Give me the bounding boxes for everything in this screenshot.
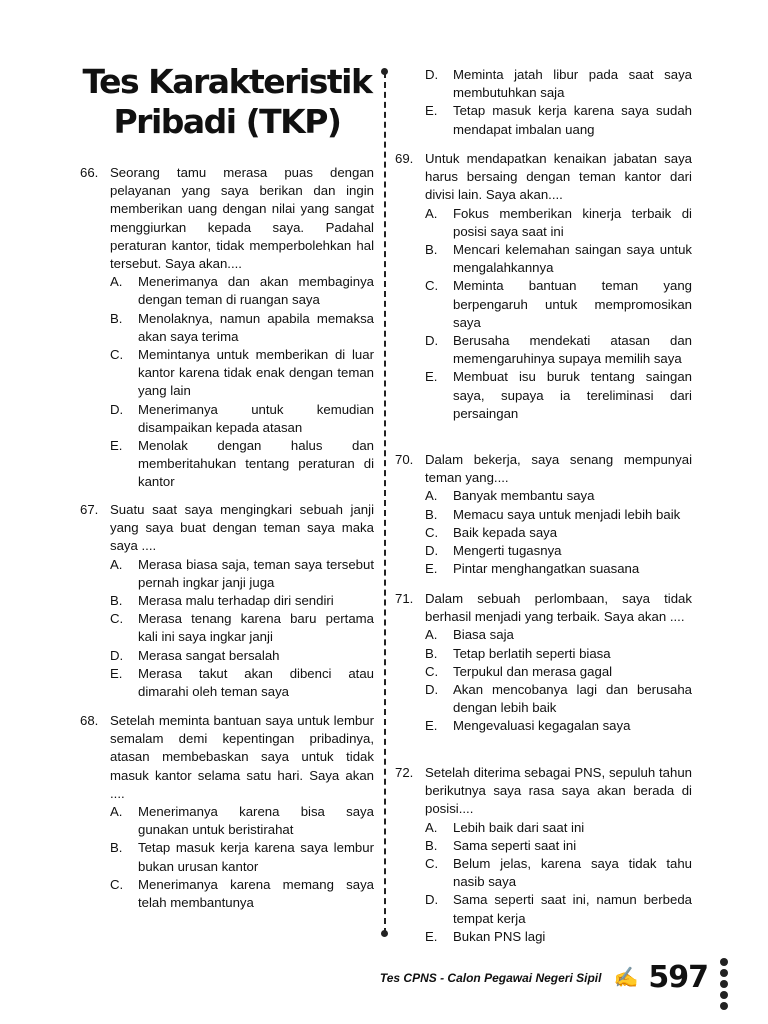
answer-option [395, 928, 692, 946]
option-text: Menerimanya karena bisa saya gunakan untuk beristirahat [138, 804, 374, 838]
option-letter: D. [425, 543, 439, 559]
option-text: Sama seperti saat ini [453, 837, 577, 853]
question-text: Dalam bekerja, saya senang mempunyai teman yang.... [425, 452, 692, 486]
question-text: Suatu saat saya mengingkari sebuah janji yang saya buat dengan teman saya maka saya .... [110, 502, 374, 554]
answer-option [395, 626, 692, 644]
question-number: 69. [395, 151, 414, 166]
option-text: Menerimanya karena memang saya telah membantunya [138, 876, 374, 911]
option-text: Lebih baik dari saat ini [453, 819, 585, 835]
option-letter: E. [425, 561, 438, 577]
question-text: Setelah meminta bantuan saya untuk lembur semalam demi kepentingan pribadinya, atasan membebaskan saya untuk tidak masuk kantor selama satu hari. Saya akan .... [110, 713, 374, 801]
answer-option [80, 346, 374, 401]
option-letter: B. [425, 506, 438, 522]
option-letter: C. [110, 347, 124, 363]
answer-option [395, 506, 692, 524]
option-text: Merasa sangat bersalah [138, 647, 280, 663]
question-text: Dalam sebuah perlombaan, saya tidak berhasil menjadi yang terbaik. Saya akan .... [425, 591, 692, 625]
question-72 [395, 764, 692, 946]
page-number: 597 [648, 960, 708, 995]
answer-option [395, 205, 692, 241]
answer-option [80, 803, 374, 839]
footer-text: Tes CPNS - Calon Pegawai Negeri Sipil [379, 970, 602, 985]
option-letter: D. [425, 682, 439, 698]
footer-dots [720, 958, 728, 1010]
question-71 [395, 590, 692, 736]
page-footer [380, 960, 708, 995]
option-text: Meminta bantuan teman yang berpengaruh untuk mempromosikan saya [453, 278, 692, 330]
option-letter: C. [425, 524, 439, 540]
option-text: Biasa saja [453, 627, 514, 643]
option-letter: C. [110, 876, 124, 892]
option-text: Tetap masuk kerja karena saya sudah mendapat imbalan uang [453, 103, 692, 137]
question-stem [395, 451, 692, 487]
answer-option [80, 665, 374, 701]
page-title [80, 62, 374, 142]
question-stem [395, 764, 692, 819]
option-letter: B. [110, 593, 123, 609]
question-70 [395, 451, 692, 578]
question-number: 71. [395, 591, 414, 606]
answer-option [395, 645, 692, 663]
option-letter: B. [110, 310, 123, 326]
question-number: 72. [395, 765, 414, 780]
answer-option [395, 102, 692, 138]
option-text: Memintanya untuk memberikan di luar kantor karena tidak enak dengan teman yang lain [138, 347, 374, 399]
option-text: Belum jelas, karena saya tidak tahu nasib saya [453, 856, 692, 890]
option-text: Pintar menghangatkan suasana [453, 561, 640, 577]
option-letter: E. [110, 665, 123, 681]
option-letter: A. [110, 804, 123, 820]
question-text: Untuk mendapatkan kenaikan jabatan saya harus bersaing dengan teman kantor dari divisi lain. Saya akan.... [425, 151, 692, 203]
option-text: Akan mencobanya lagi dan berusaha dengan lebih baik [453, 682, 692, 716]
option-letter: E. [425, 718, 438, 734]
option-letter: A. [110, 556, 123, 572]
answer-option [395, 837, 692, 855]
question-text: Seorang tamu merasa puas dengan pelayanan yang saya berikan dan ingin memberikan uang dengan nilai yang sangat menggiurkan kepada saya. Padahal peraturan kantor, tidak memperbolehkan hal tersebut. Saya akan.... [110, 165, 374, 272]
pen-icon: ✍ [613, 967, 639, 989]
column-divider [384, 72, 386, 934]
answer-option [395, 66, 692, 102]
option-text: Membuat isu buruk tentang saingan saya, supaya ia tereliminasi dari persaingan [453, 369, 692, 421]
answer-option [80, 647, 374, 665]
title-line-1: Tes Karakteristik [82, 62, 372, 101]
answer-option [395, 332, 692, 368]
option-letter: B. [425, 645, 438, 661]
answer-option [395, 487, 692, 505]
option-text: Bukan PNS lagi [453, 928, 546, 944]
question-66 [80, 164, 374, 492]
question-68 [80, 712, 374, 912]
option-text: Merasa malu terhadap diri sendiri [138, 593, 334, 609]
question-text: Setelah diterima sebagai PNS, sepuluh tahun berikutnya saya rasa saya akan berada di posisi.... [425, 765, 692, 817]
option-text: Merasa biasa saja, teman saya tersebut pernah ingkar janji juga [138, 556, 374, 590]
answer-option [80, 401, 374, 437]
option-letter: E. [425, 103, 438, 119]
option-letter: D. [425, 892, 439, 908]
question-number: 67. [80, 502, 99, 517]
answer-option [395, 819, 692, 837]
answer-option [80, 310, 374, 346]
option-letter: A. [425, 205, 438, 221]
option-letter: E. [110, 438, 123, 454]
option-text: Meminta jatah libur pada saat saya membutuhkan saja [453, 67, 692, 101]
option-text: Tetap berlatih seperti biasa [453, 645, 611, 661]
answer-option [395, 717, 692, 735]
answer-option [395, 663, 692, 681]
option-text: Berusaha mendekati atasan dan memengaruhinya supaya memilih saya [453, 333, 692, 367]
question-number: 68. [80, 713, 99, 728]
question-stem [80, 712, 374, 803]
answer-option [395, 560, 692, 578]
option-text: Fokus memberikan kinerja terbaik di posisi saya saat ini [453, 205, 692, 239]
answer-option [395, 891, 692, 927]
answer-option [80, 876, 374, 912]
answer-option [80, 437, 374, 492]
option-text: Mengevaluasi kegagalan saya [453, 718, 631, 734]
answer-option [80, 610, 374, 646]
option-letter: D. [425, 67, 439, 82]
option-text: Sama seperti saat ini, namun berbeda tempat kerja [453, 892, 692, 926]
option-letter: B. [425, 837, 438, 853]
answer-option [395, 524, 692, 542]
divider-bottom-dot [381, 930, 388, 937]
option-text: Merasa takut akan dibenci atau dimarahi oleh teman saya [138, 665, 374, 700]
title-line-2: Pribadi (TKP) [113, 102, 341, 141]
question-68-continued [395, 66, 692, 139]
answer-option [395, 368, 692, 423]
option-letter: D. [110, 401, 124, 417]
option-text: Menolaknya, namun apabila memaksa akan saya terima [138, 310, 374, 344]
answer-option [395, 277, 692, 332]
option-text: Banyak membantu saya [453, 488, 595, 504]
option-letter: A. [425, 819, 438, 835]
answer-option [395, 241, 692, 277]
option-letter: A. [425, 488, 438, 504]
option-letter: A. [110, 274, 123, 290]
answer-option [395, 681, 692, 717]
option-letter: A. [425, 627, 438, 643]
option-letter: E. [425, 928, 438, 944]
answer-option [80, 839, 374, 875]
question-67 [80, 501, 374, 701]
answer-option [395, 542, 692, 560]
option-letter: B. [425, 242, 438, 258]
option-letter: E. [425, 369, 438, 385]
option-letter: C. [110, 611, 124, 627]
option-text: Tetap masuk kerja karena saya lembur bukan urusan kantor [138, 840, 374, 874]
option-text: Menerimanya dan akan membaginya dengan teman di ruangan saya [138, 274, 374, 308]
answer-option [80, 273, 374, 309]
option-text: Terpukul dan merasa gagal [453, 663, 613, 679]
answer-option [395, 855, 692, 891]
question-stem [395, 590, 692, 626]
option-letter: D. [425, 333, 439, 349]
question-stem [80, 501, 374, 556]
question-number: 66. [80, 165, 99, 180]
question-69 [395, 150, 692, 423]
option-text: Mencari kelemahan saingan saya untuk mengalahkannya [453, 242, 692, 276]
option-text: Menolak dengan halus dan memberitahukan tentang peraturan di kantor [138, 438, 374, 490]
answer-option [80, 592, 374, 610]
question-stem [80, 164, 374, 273]
question-stem [395, 150, 692, 205]
option-letter: B. [110, 840, 123, 856]
option-text: Mengerti tugasnya [453, 543, 562, 559]
option-letter: C. [425, 856, 439, 872]
option-text: Memacu saya untuk menjadi lebih baik [453, 506, 681, 522]
option-letter: C. [425, 663, 439, 679]
option-text: Merasa tenang karena baru pertama kali ini saya ingkar janji [138, 611, 374, 645]
option-letter: D. [110, 647, 124, 663]
option-text: Menerimanya untuk kemudian disampaikan kepada atasan [138, 401, 374, 435]
option-text: Baik kepada saya [453, 524, 558, 540]
answer-option [80, 556, 374, 592]
option-letter: C. [425, 278, 439, 294]
question-number: 70. [395, 452, 414, 467]
